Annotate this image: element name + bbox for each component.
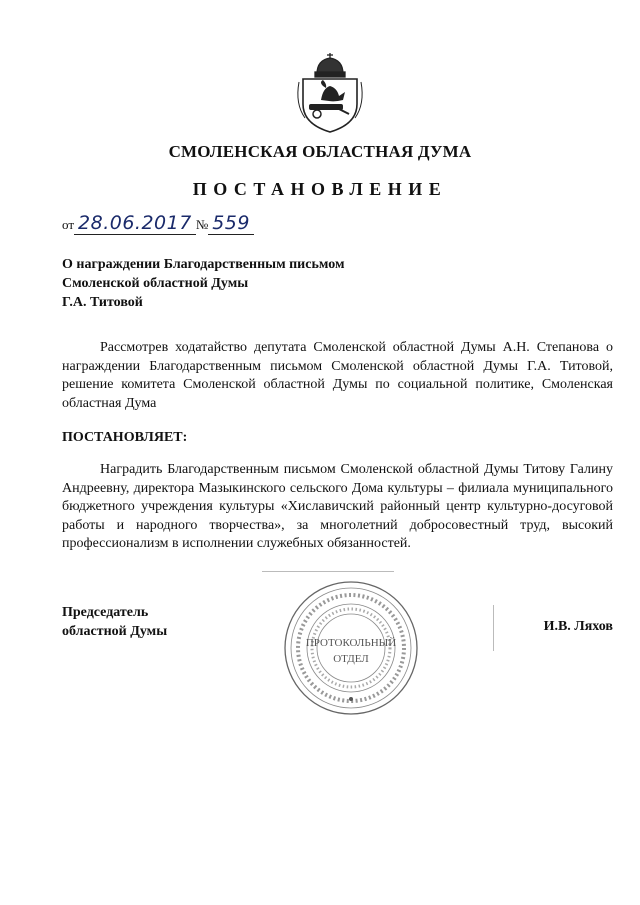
official-stamp	[281, 578, 421, 718]
subject-line: Г.А. Титовой	[62, 295, 143, 310]
preamble-paragraph: Рассмотрев ходатайство депутата Смоленской областной Думы А.Н. Степанова о награждении Благодарственным письмом Смоленской областной Думы Г.А. Титовой, решение комитета Смоленской областной Думы по социальной политике, Смоленская областная Дума	[62, 340, 613, 411]
subject-line: О награждении Благодарственным письмом	[62, 257, 345, 272]
organization-title: СМОЛЕНСКАЯ ОБЛАСТНАЯ ДУМА	[168, 142, 472, 161]
signature-line	[262, 571, 394, 572]
margin-line	[493, 605, 494, 651]
date-prefix: от	[62, 217, 75, 232]
document-type: ПОСТАНОВЛЕНИЕ	[192, 179, 448, 199]
coat-of-arms-emblem	[293, 52, 367, 134]
resolution-paragraph: Наградить Благодарственным письмом Смоленской областной Думы Титову Галину Андреевну, директора Мазыкинского сельского Дома культуры – филиала муниципального бюджетного учреждения культуры «Хиславичский районный центр культурно-досуговой работы и народного творчества», за многолетний добросовестный труд, высокий профессионализм в исполнении служебных обязанностей.	[62, 462, 613, 551]
signer-position-line: Председатель	[62, 605, 149, 620]
subject-line: Смоленской областной Думы	[62, 276, 249, 291]
document-number: 559	[208, 212, 254, 235]
signer-name: И.В. Ляхов	[543, 619, 613, 634]
signer-position	[62, 603, 167, 641]
number-label: №	[195, 217, 209, 232]
signer-position-line: областной Думы	[62, 624, 168, 639]
date-number-row	[62, 212, 254, 234]
subject-block	[62, 255, 344, 312]
stamp-center-text: ОТДЕЛ	[333, 653, 369, 665]
document-date: 28.06.2017	[74, 212, 196, 235]
resolve-label: ПОСТАНОВЛЯЕТ:	[62, 430, 188, 445]
stamp-center-text: ПРОТОКОЛЬНЫЙ	[305, 637, 397, 649]
